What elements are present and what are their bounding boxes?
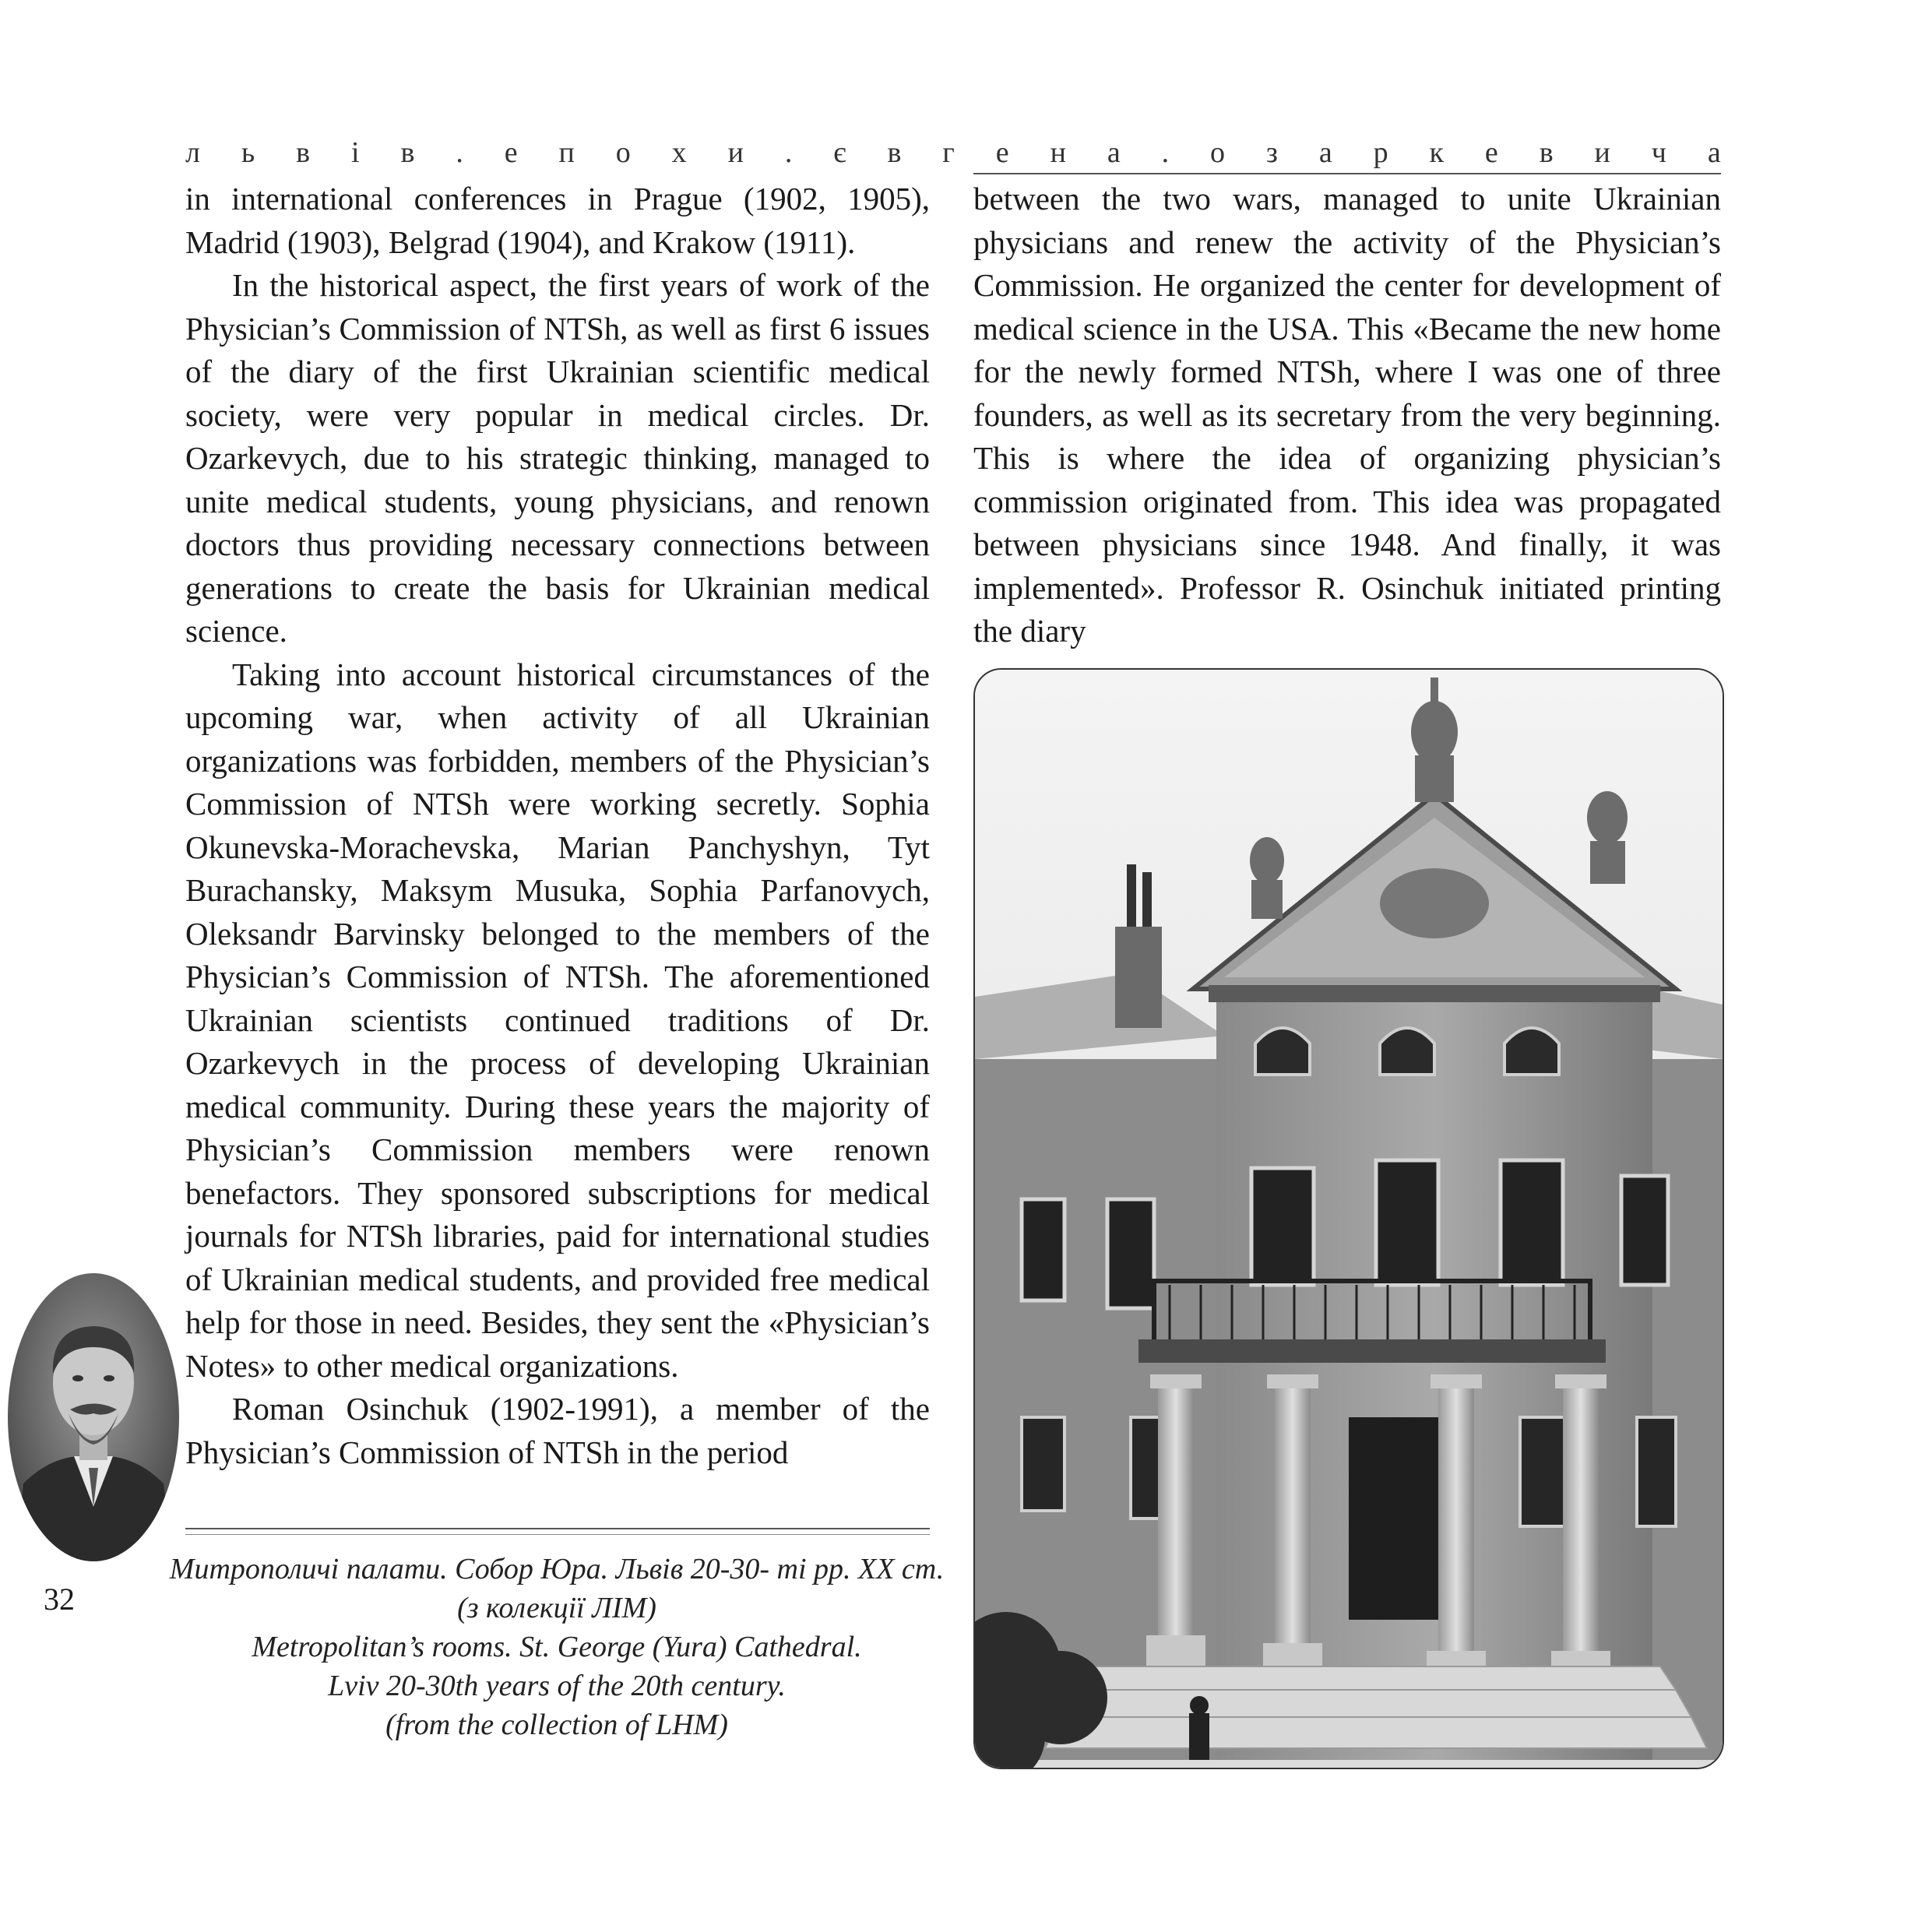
paragraph: between the two wars, managed to unite Ukrainian physicians and renew the activity of the Physician’s Commission. He organized the center for development of medical science in the USA. This «Became the new home for the newly formed NTSh, where I was one of three founders, as well as its secretary from the very beginning. This is where the idea of organizing physician’s commission originated from. This idea was propagated between physicians since 1948. And finally, it was implemented». Professor R. Osinchuk initiated printing the diary — [973, 181, 1721, 649]
running-header-letter: е — [1484, 136, 1498, 169]
running-header-letter: и — [727, 136, 744, 169]
running-header-letter: к — [1429, 136, 1444, 169]
paragraph: Taking into account historical circumstances of the upcoming war, when activity of all Ukrainian organizations was forbidden, members of the Physician’s Commission of NTSh were working secretly. Sophia Okunevska-Morachevska, Marian Panchyshyn, Tyt Burachansky, Maksym Musuka, Sophia Parfanovych, Oleksandr Barvinsky belonged to the members of the Physician’s Commission of NTSh. The aforementioned Ukrainian scientists continued traditions of Dr. Ozarkevych in the process of developing Ukrainian medical community. During these years the majority of Physician’s Commission members were renown benefactors. They sponsored subscriptions for medical journals for NTSh libraries, paid for international studies of Ukrainian medical students, and provided free medical help for those in need. Besides, they sent the «Physician’s Notes» to other medical organizations. — [185, 656, 930, 1384]
caption-line: Metropolitan’s rooms. St. George (Yura) Cathedral. — [252, 1631, 862, 1663]
caption-line: Lviv 20-30th years of the 20th century. — [328, 1670, 786, 1702]
running-header-letter: а — [1707, 136, 1721, 169]
portrait-photo — [8, 1273, 179, 1561]
running-header-letter: з — [1265, 136, 1278, 169]
running-header-letter: і — [350, 136, 360, 169]
running-header-letter: и — [1594, 136, 1610, 169]
running-header-letter: ь — [241, 136, 255, 169]
running-header-letter: о — [615, 136, 631, 169]
running-header-letter: р — [1373, 136, 1388, 169]
running-header-letter: е — [504, 136, 518, 169]
running-header-letter: в — [296, 136, 311, 169]
running-header-letter: г — [942, 136, 955, 169]
paragraph: In the historical aspect, the first years of work of the Physician’s Commission of NTSh, as well as first 6 issues of the diary of the first Ukrainian scientific medical society, were very popular in medical circles. Dr. Ozarkevych, due to his strategic thinking, managed to unite medical students, young physicians, and renown doctors thus providing necessary connections between generations to create the basis for Ukrainian medical science. — [185, 267, 930, 649]
running-header-letter: в — [1539, 136, 1554, 169]
running-header-letter: х — [671, 136, 687, 169]
header-rule — [973, 173, 1721, 174]
caption-line: (з колекції ЛІМ) — [457, 1592, 656, 1624]
page-number: 32 — [44, 1582, 75, 1617]
running-header-letter: о — [1210, 136, 1226, 169]
running-header-letter: . — [1161, 136, 1170, 169]
running-header-letter: л — [185, 136, 200, 169]
running-header-letter: в — [400, 136, 415, 169]
running-header-letter: є — [833, 136, 846, 169]
paragraph: Roman Osinchuk (1902-1991), a member of the Physician’s Commission of NTSh in the period — [185, 1391, 930, 1470]
metropolitan-palace-photo — [973, 668, 1724, 1769]
running-header-letter: . — [784, 136, 793, 169]
caption-line: Митрополичі палати. Собор Юра. Львів 20-30- ті рр. ХХ ст. — [169, 1553, 945, 1585]
paragraph: in international conferences in Prague (1902, 1905), Madrid (1903), Belgrad (1904), and Krakow (1911). — [185, 181, 930, 260]
running-header-letter: ч — [1651, 136, 1666, 169]
running-header-letter: а — [1318, 136, 1332, 169]
running-header-letter: п — [558, 136, 575, 169]
caption-rule — [185, 1528, 930, 1535]
left-text-column — [185, 178, 930, 1474]
running-header — [185, 137, 1721, 168]
running-header-letter: . — [456, 136, 463, 169]
right-text-column — [973, 178, 1721, 653]
running-header-letter: н — [1050, 136, 1066, 169]
running-header-letter: е — [995, 136, 1009, 169]
caption-line: (from the collection of LHM) — [385, 1709, 728, 1741]
photo-caption — [164, 1550, 950, 1744]
running-header-letter: в — [887, 136, 902, 169]
running-header-letter: а — [1107, 136, 1121, 169]
